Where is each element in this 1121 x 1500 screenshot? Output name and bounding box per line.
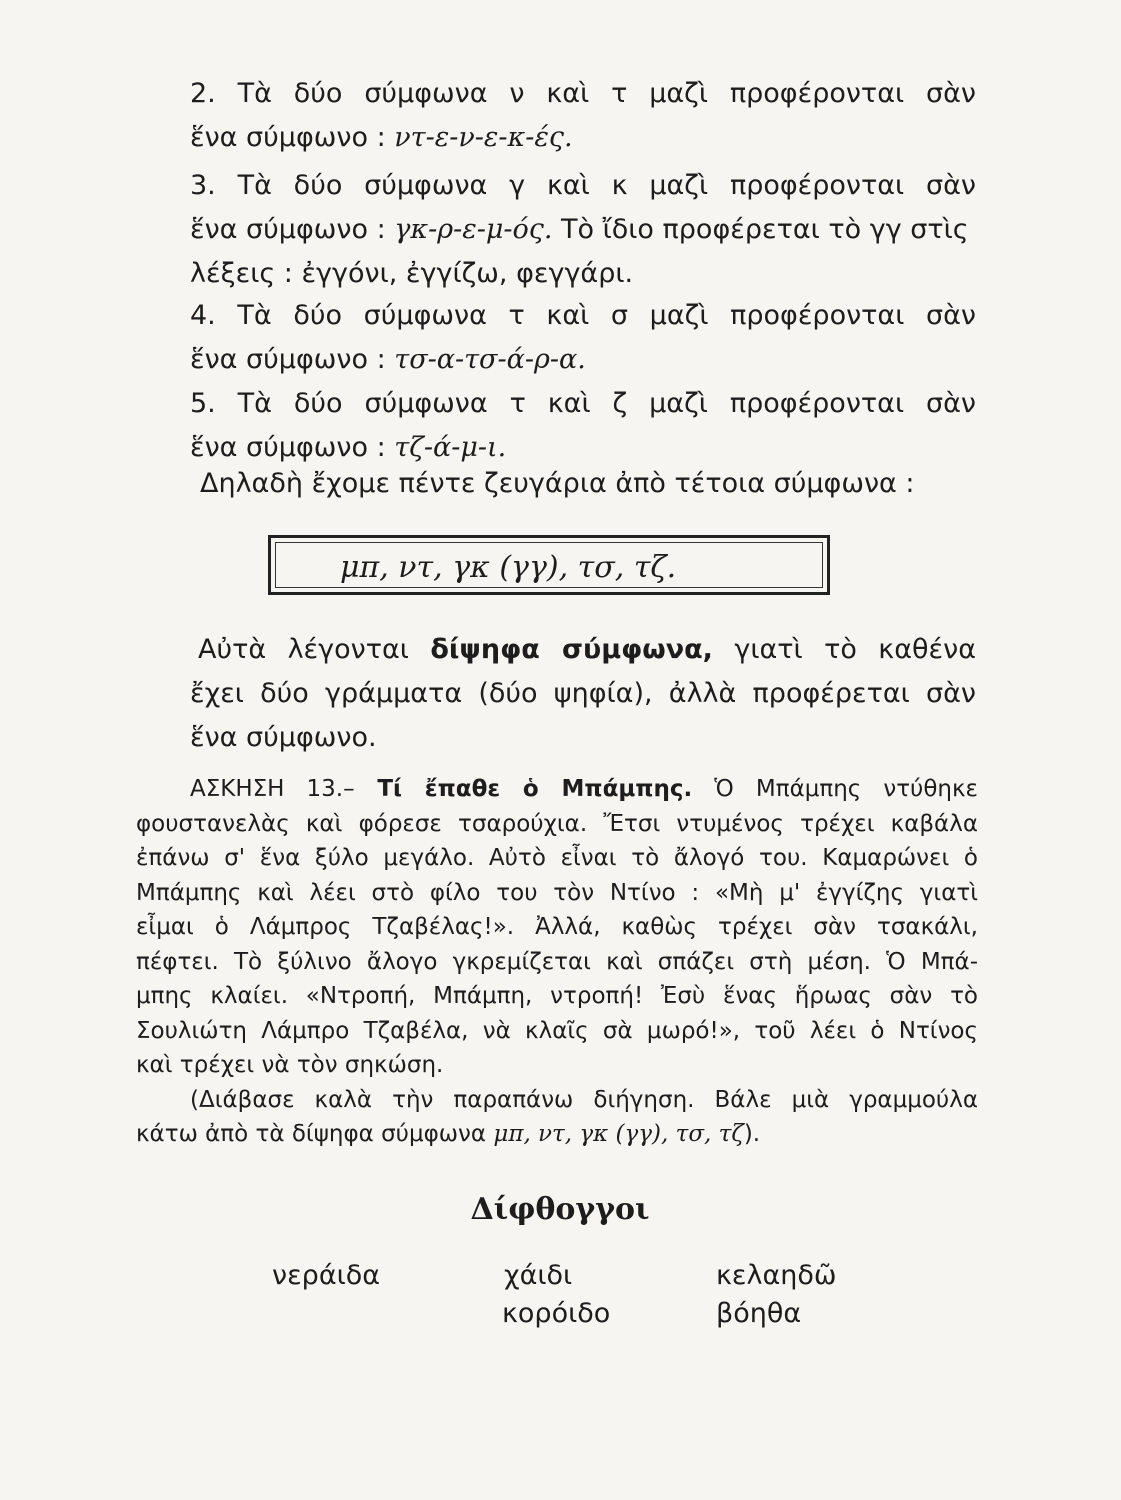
item-5-line-1: 5. Τὰ δύο σύμφωνα τ καὶ ζ μαζὶ προφέρονται σὰν [190, 388, 976, 419]
definition-line-2: ἔχει δύο γράμματα (δύο ψηφία), ἀλλὰ προφέρεται σὰν [190, 678, 976, 709]
definition [190, 628, 976, 760]
item-3-line-3: λέξεις : ἐγγόνι, ἐγγίζω, φεγγάρι. [190, 258, 634, 289]
item-4-line-1: 4. Τὰ δύο σύμφωνα τ καὶ σ μαζὶ προφέρονται σὰν [190, 300, 976, 331]
exercise-line: εἶμαι ὁ Λάμπρος Τζαβέλας!». Ἀλλά, καθὼς τρέχει σὰν τσακάλι, [136, 914, 978, 940]
exercise-line: φουστανελὰς καὶ φόρεσε τσαρούχια. Ἔτσι ντυμένος τρέχει καβάλα [136, 810, 978, 837]
item-2-line-1: 2. Τὰ δύο σύμφωνα ν καὶ τ μαζὶ προφέρονται σὰν [190, 78, 976, 109]
exercise-label: ΑΣΚΗΣΗ 13.– [190, 776, 355, 802]
diphthong-word: κελαηδῶ [716, 1260, 837, 1291]
pairs-text: μπ, ντ, γκ (γγ), τσ, τζ. [340, 550, 677, 585]
diphthong-word: νεράιδα [272, 1260, 381, 1291]
definition-term: δίψηφα σύμφωνα, [430, 634, 713, 665]
item-3-line-1: 3. Τὰ δύο σύμφωνα γ καὶ κ μαζὶ προφέρονται σὰν [190, 170, 976, 201]
definition-line-3: ἕνα σύμφωνο. [190, 722, 377, 753]
item-2 [190, 72, 976, 160]
exercise [136, 772, 978, 1152]
item-5 [190, 382, 976, 470]
item-3 [190, 164, 976, 296]
summary-line: Δηλαδὴ ἔχομε πέντε ζευγάρια ἀπὸ τέτοια σύμφωνα : [200, 468, 915, 499]
exercise-line: Σουλιώτη Λάμπρο Τζαβέλα, νὰ κλαῖς σὰ μωρό!», τοῦ λέει ὁ Ντίνος [136, 1017, 978, 1044]
item-3-example: γκ-ρ-ε-μ-ός. [394, 214, 553, 245]
exercise-line: καὶ τρέχει νὰ τὸν σηκώση. [136, 1052, 444, 1078]
exercise-line: Μπάμπης καὶ λέει στὸ φίλο του τὸν Ντίνο : «Μὴ μ' ἐγγίζης γιατὶ [136, 879, 978, 906]
summary [190, 462, 976, 506]
diphthong-word: βόηθα [716, 1298, 802, 1329]
exercise-title: Τί ἔπαθε ὁ Μπάμπης. [354, 776, 693, 802]
exercise-line: πέφτει. Τὸ ξύλινο ἄλογο γκρεμίζεται καὶ σπάζει στὴ μέση. Ὁ Μπά- [136, 948, 978, 975]
item-5-line-2: ἕνα σύμφωνο : τζ-ά-μ-ι. [190, 432, 507, 463]
item-4-example: τσ-α-τσ-ά-ρ-α. [394, 344, 586, 375]
exercise-note-line-2: κάτω ἀπὸ τὰ δίψηφα σύμφωνα μπ, ντ, γκ (γγ), τσ, τζ). [136, 1121, 761, 1147]
diphthongs-heading: Δίφθογγοι [470, 1192, 650, 1227]
exercise-note-pairs: μπ, ντ, γκ (γγ), τσ, τζ [493, 1121, 744, 1147]
exercise-line-1: ΑΣΚΗΣΗ 13.– Τί ἔπαθε ὁ Μπάμπης. Ὁ Μπάμπης ντύθηκε [190, 776, 978, 802]
diphthong-word: χάιδι [504, 1260, 573, 1291]
item-2-example: ντ-ε-ν-ε-κ-ές. [394, 122, 573, 153]
exercise-line: μπης κλαίει. «Ντροπή, Μπάμπη, ντροπή! Ἐσὺ ἕνας ἥρωας σὰν τὸ [136, 983, 978, 1009]
diphthong-word: κορόιδο [502, 1298, 611, 1329]
item-5-example: τζ-ά-μ-ι. [394, 432, 507, 463]
item-2-line-2: ἕνα σύμφωνο : ντ-ε-ν-ε-κ-ές. [190, 122, 573, 153]
item-4-line-2: ἕνα σύμφωνο : τσ-α-τσ-ά-ρ-α. [190, 344, 586, 375]
item-3-line-2: ἕνα σύμφωνο : γκ-ρ-ε-μ-ός. Τὸ ἴδιο προφέρεται τὸ γγ στὶς [190, 214, 969, 245]
exercise-line: ἐπάνω σ' ἕνα ξύλο μεγάλο. Αὐτὸ εἶναι τὸ ἄλογό του. Καμαρώνει ὁ [136, 845, 978, 871]
item-4 [190, 294, 976, 382]
exercise-note-line-1: (Διάβασε καλὰ τὴν παραπάνω διήγηση. Βάλε μιὰ γραμμούλα [190, 1086, 978, 1113]
definition-line-1: Αὐτὰ λέγονται δίψηφα σύμφωνα, γιατὶ τὸ καθένα [198, 634, 976, 665]
